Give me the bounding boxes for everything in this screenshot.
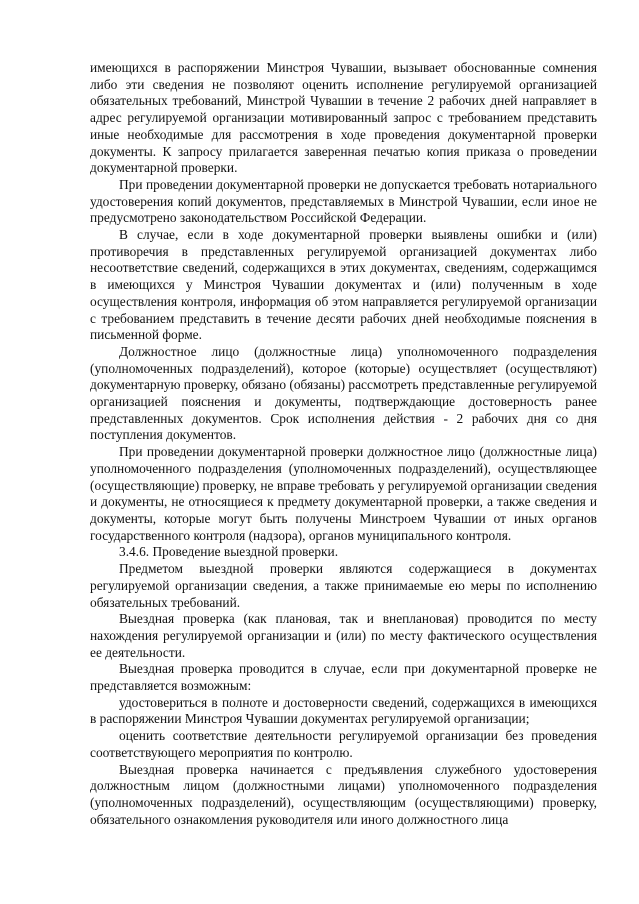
list-item-verify: удостовериться в полноте и достоверности сведений, содержащихся в имеющихся в распоряжении Минстроя Чувашии документах регулируемой организации;: [90, 694, 597, 727]
paragraph-restrictions: При проведении документарной проверки должностное лицо (должностные лица) уполномоченного подразделения (уполномоченных подразделений), осуществляющее (осуществляющие) проверку, не вправе требовать у регулируемой организации сведения и документы, не относящиеся к предмету документарной проверки, а также сведения и документы, которые могут быть получены Минстроем Чувашии от иных органов государственного контроля (надзора), органов муниципального контроля.: [90, 444, 597, 543]
paragraph-conditions: Выездная проверка проводится в случае, если при документарной проверке не представляется возможным:: [90, 661, 597, 694]
paragraph-errors: В случае, если в ходе документарной проверки выявлены ошибки и (или) противоречия в представленных регулируемой организацией документах либо несоответствие сведений, содержащихся в этих документах, сведениям, содержащимся в имеющихся у Минстроя Чувашии документах и (или) полученным в ходе осуществления контроля, информация об этом направляется регулируемой организации с требованием представить в течение десяти рабочих дней необходимые пояснения в письменной форме.: [90, 227, 597, 343]
paragraph-notarial: При проведении документарной проверки не допускается требовать нотариального удостоверения копий документов, представляемых в Минстрой Чувашии, если иное не предусмотрено законодательством Российской Федерации.: [90, 176, 597, 226]
paragraph-continuation: имеющихся в распоряжении Минстроя Чувашии, вызывает обоснованные сомнения либо эти сведения не позволяют оценить исполнение регулируемой организацией обязательных требований, Минстрой Чувашии в течение 2 рабочих дней направляет в адрес регулируемой организации мотивированный запрос с требованием представить иные необходимые для рассмотрения в ходе проведения документарной проверки документы. К запросу прилагается заверенная печатью копия приказа о проведении документарной проверки.: [90, 60, 597, 176]
paragraph-official-review: Должностное лицо (должностные лица) уполномоченного подразделения (уполномоченных подразделений), которое (которые) осуществляет (осуществляют) документарную проверку, обязано (обязаны) рассмотреть представленные регулируемой организацией пояснения и документы, подтверждающие достоверность ранее представленных документов. Срок исполнения действия - 2 рабочих дня со дня поступления документов.: [90, 343, 597, 443]
section-heading: 3.4.6. Проведение выездной проверки.: [119, 544, 339, 560]
paragraph-subject: Предметом выездной проверки являются содержащиеся в документах регулируемой организации сведения, а также принимаемые ею меры по исполнению обязательных требований.: [90, 561, 597, 610]
list-item-assess: оценить соответствие деятельности регулируемой организации без проведения соответствующего мероприятия по контролю.: [90, 728, 597, 760]
paragraph-location: Выездная проверка (как плановая, так и внеплановая) проводится по месту нахождения регулируемой организации и (или) по месту фактического осуществления ее деятельности.: [90, 611, 597, 660]
paragraph-start: Выездная проверка начинается с предъявления служебного удостоверения должностным лицом (должностными лицами) уполномоченного подразделения (уполномоченных подразделений), осуществляющим (осуществляющими) проверку, обязательного ознакомления руководителя или иного должностного лица: [90, 761, 597, 827]
